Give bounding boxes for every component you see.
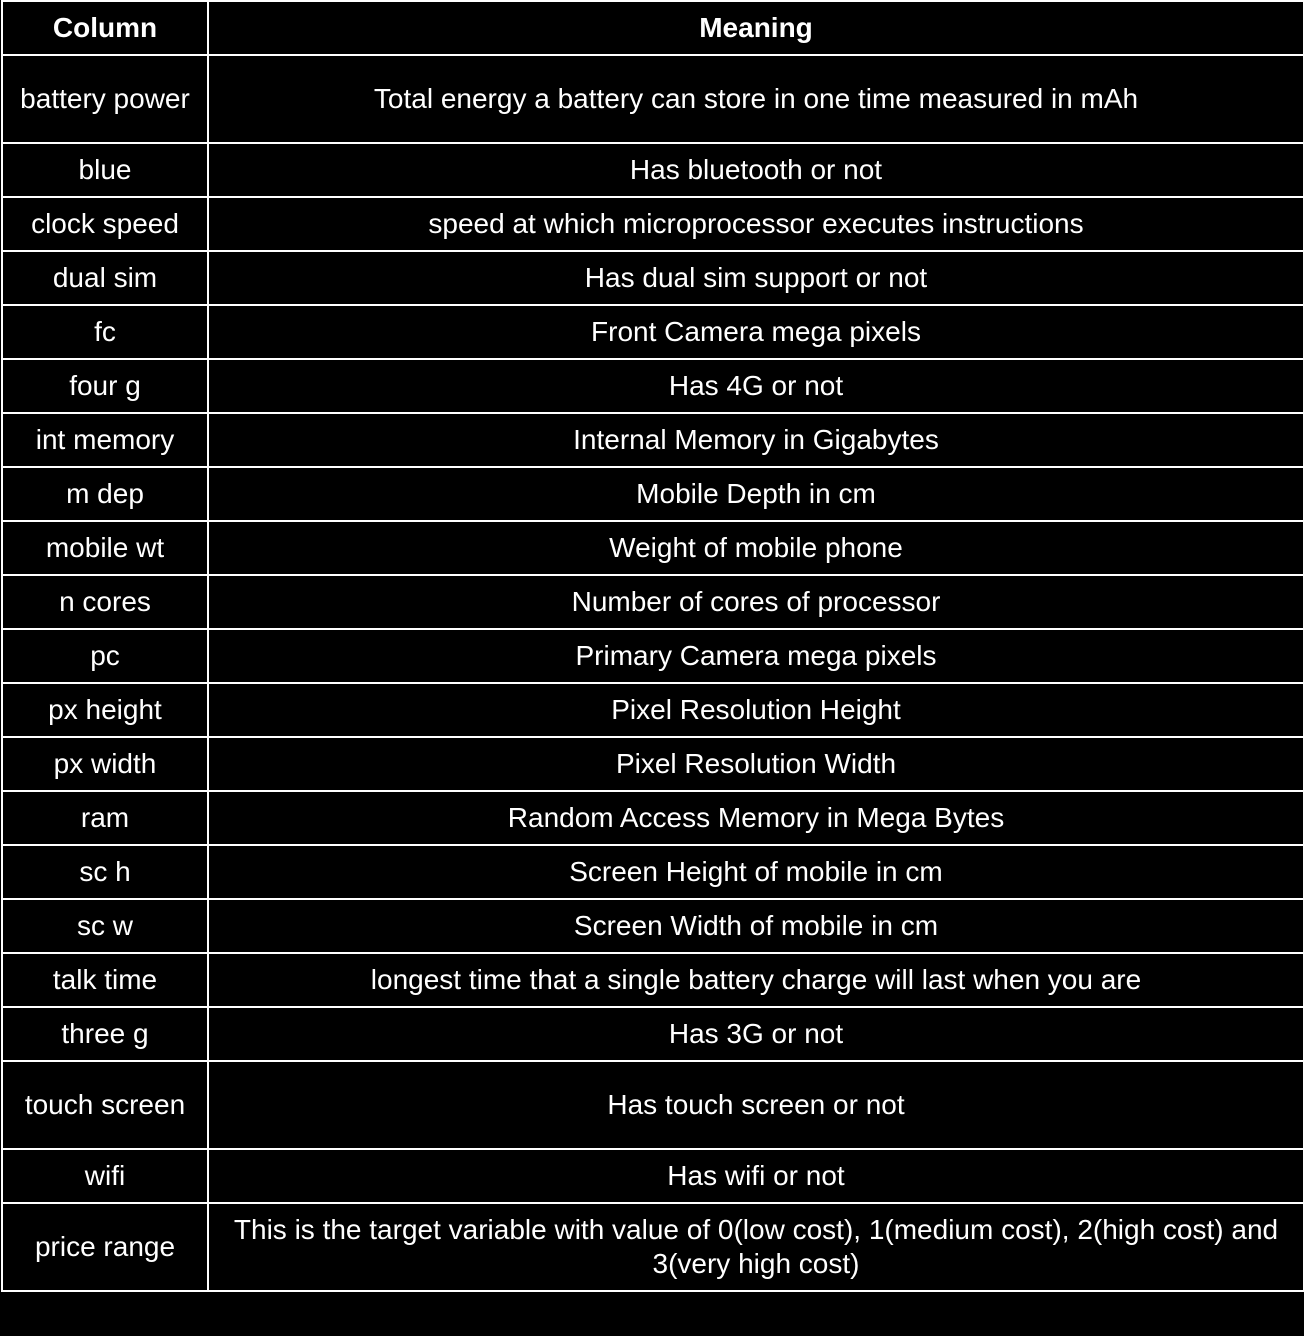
table-row (2, 359, 1304, 413)
column-cell: talk time (2, 953, 208, 1007)
meaning-cell: This is the target variable with value of 0(low cost), 1(medium cost), 2(high cost) and 3(very high cost) (208, 1203, 1304, 1291)
column-cell: clock speed (2, 197, 208, 251)
table-row (2, 521, 1304, 575)
table-row (2, 1149, 1304, 1203)
table-row (2, 1203, 1304, 1291)
column-cell: blue (2, 143, 208, 197)
table-row (2, 953, 1304, 1007)
column-cell: px height (2, 683, 208, 737)
table-row (2, 197, 1304, 251)
column-cell: ram (2, 791, 208, 845)
header-meaning: Meaning (208, 1, 1304, 55)
column-cell: pc (2, 629, 208, 683)
column-cell: wifi (2, 1149, 208, 1203)
column-meaning-table (1, 0, 1304, 1292)
meaning-cell: Has dual sim support or not (208, 251, 1304, 305)
column-cell: m dep (2, 467, 208, 521)
meaning-cell: Mobile Depth in cm (208, 467, 1304, 521)
meaning-cell: Has bluetooth or not (208, 143, 1304, 197)
column-cell: four g (2, 359, 208, 413)
meaning-cell: speed at which microprocessor executes instructions (208, 197, 1304, 251)
column-cell: touch screen (2, 1061, 208, 1149)
meaning-cell: Pixel Resolution Width (208, 737, 1304, 791)
table-row (2, 467, 1304, 521)
table-row (2, 305, 1304, 359)
table-row (2, 791, 1304, 845)
meaning-cell: Front Camera mega pixels (208, 305, 1304, 359)
meaning-cell: Number of cores of processor (208, 575, 1304, 629)
column-cell: battery power (2, 55, 208, 143)
table-row (2, 143, 1304, 197)
meaning-cell: Total energy a battery can store in one time measured in mAh (208, 55, 1304, 143)
header-row (2, 1, 1304, 55)
column-cell: sc w (2, 899, 208, 953)
column-cell: price range (2, 1203, 208, 1291)
column-cell: fc (2, 305, 208, 359)
table-row (2, 683, 1304, 737)
column-cell: int memory (2, 413, 208, 467)
meaning-cell: Has 3G or not (208, 1007, 1304, 1061)
column-cell: dual sim (2, 251, 208, 305)
table-row (2, 1007, 1304, 1061)
column-cell: sc h (2, 845, 208, 899)
column-cell: n cores (2, 575, 208, 629)
meaning-cell: Weight of mobile phone (208, 521, 1304, 575)
table-row (2, 737, 1304, 791)
table-row (2, 629, 1304, 683)
meaning-cell: Random Access Memory in Mega Bytes (208, 791, 1304, 845)
table-row (2, 899, 1304, 953)
meaning-cell: Primary Camera mega pixels (208, 629, 1304, 683)
meaning-cell: Has wifi or not (208, 1149, 1304, 1203)
table-row (2, 1061, 1304, 1149)
header-column: Column (2, 1, 208, 55)
column-cell: three g (2, 1007, 208, 1061)
meaning-cell: Screen Height of mobile in cm (208, 845, 1304, 899)
column-cell: px width (2, 737, 208, 791)
column-cell: mobile wt (2, 521, 208, 575)
table-row (2, 251, 1304, 305)
table-row (2, 413, 1304, 467)
meaning-cell: Has touch screen or not (208, 1061, 1304, 1149)
meaning-cell: longest time that a single battery charge will last when you are (208, 953, 1304, 1007)
meaning-cell: Internal Memory in Gigabytes (208, 413, 1304, 467)
meaning-cell: Pixel Resolution Height (208, 683, 1304, 737)
meaning-cell: Screen Width of mobile in cm (208, 899, 1304, 953)
table-row (2, 575, 1304, 629)
meaning-cell: Has 4G or not (208, 359, 1304, 413)
table-row (2, 845, 1304, 899)
table-row (2, 55, 1304, 143)
